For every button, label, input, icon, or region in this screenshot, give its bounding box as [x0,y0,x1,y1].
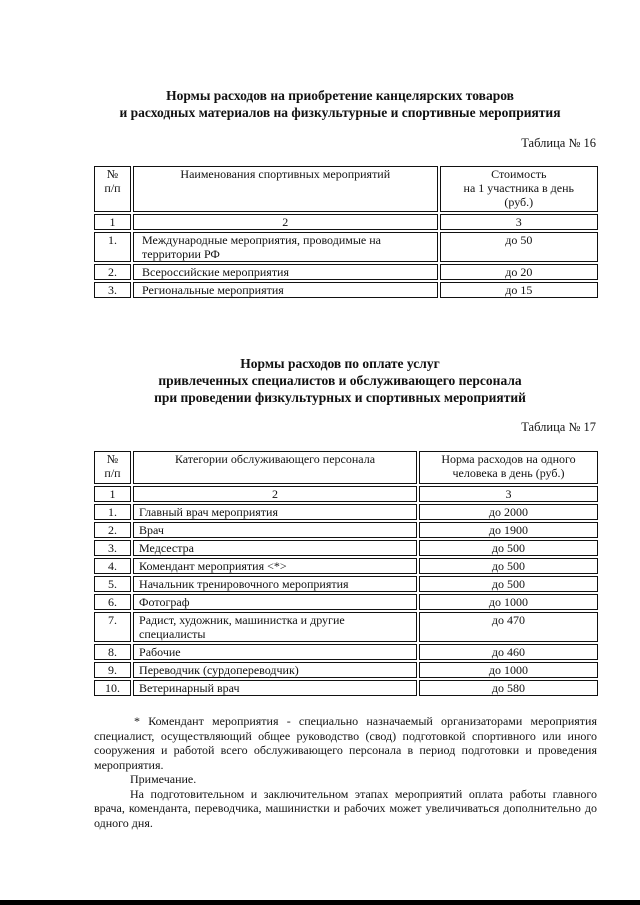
row-cost: до 2000 [419,504,598,520]
table16 [92,164,600,300]
row-num: 6. [94,594,131,610]
row-name: Врач [133,522,417,538]
header-num-line2: п/п [104,466,121,480]
header-num-line2: п/п [104,181,121,195]
header-num-line1: № [106,167,119,181]
table17-header-row [94,451,598,484]
row-cost: до 1900 [419,522,598,538]
row-name: Комендант мероприятия <*> [133,558,417,574]
table-row [94,540,598,556]
table-row [94,522,598,538]
table16-colnum-1: 1 [94,214,131,230]
row-name: Главный врач мероприятия [133,504,417,520]
row-name: Начальник тренировочного мероприятия [133,576,417,592]
table-row [94,264,598,280]
row-name: Радист, художник, машинистка и другие специалисты [133,612,417,642]
note-text: На подготовительном и заключительном этапах мероприятий оплата работы главного врача, коменданта, переводчика, машинистки и рабочих может увеличиваться дополнительно до одного дня. [94,786,597,830]
header-cost-line1: Норма расходов на одного [441,452,576,466]
table17-colnum-row [94,486,598,502]
table17-header-cost [419,451,598,484]
footnote-block [94,714,597,830]
row-cost: до 580 [419,680,598,696]
header-num-line1: № [106,452,119,466]
row-num: 3. [94,540,131,556]
table16-title-line2: и расходных материалов на физкультурные и спортивные мероприятия [119,105,561,120]
row-name: Фотограф [133,594,417,610]
table-row [94,576,598,592]
table17 [92,449,600,698]
row-num: 7. [94,612,131,642]
table17-colnum-3: 3 [419,486,598,502]
row-cost: до 50 [440,232,598,262]
table16-colnum-3: 3 [440,214,598,230]
table-row [94,594,598,610]
table17-colnum-1: 1 [94,486,131,502]
row-num: 2. [94,522,131,538]
row-cost: до 470 [419,612,598,642]
table-row [94,558,598,574]
table-row [94,662,598,678]
row-cost: до 500 [419,558,598,574]
row-num: 5. [94,576,131,592]
row-name: Медсестра [133,540,417,556]
row-num: 2. [94,264,131,280]
table16-colnum-row [94,214,598,230]
table17-title-line3: при проведении физкультурных и спортивных мероприятий [154,390,526,405]
table17-colnum-2: 2 [133,486,417,502]
note-label: Примечание. [130,772,197,786]
table16-header-num [94,166,131,212]
table17-title-line1: Нормы расходов по оплате услуг [240,356,440,371]
table16-header-cost [440,166,598,212]
table16-title [60,87,620,121]
header-cost-line2: человека в день (руб.) [452,466,565,480]
row-num: 1. [94,504,131,520]
row-cost: до 500 [419,540,598,556]
header-cost-line1: Стоимость [491,167,547,181]
table17-title-line2: привлеченных специалистов и обслуживающего персонала [158,373,522,388]
table16-title-line1: Нормы расходов на приобретение канцелярских товаров [166,88,514,103]
header-cost-line3: (руб.) [504,195,534,209]
table-row [94,612,598,642]
row-name: Всероссийские мероприятия [133,264,438,280]
row-name: Международные мероприятия, проводимые на территории РФ [133,232,438,262]
row-cost: до 15 [440,282,598,298]
table17-header-num [94,451,131,484]
table-row [94,282,598,298]
row-cost: до 20 [440,264,598,280]
row-cost: до 1000 [419,594,598,610]
row-num: 10. [94,680,131,696]
row-num: 8. [94,644,131,660]
row-name: Переводчик (сурдопереводчик) [133,662,417,678]
row-num: 4. [94,558,131,574]
table16-label: Таблица № 16 [521,136,596,150]
row-name: Рабочие [133,644,417,660]
row-cost: до 1000 [419,662,598,678]
header-cost-line2: на 1 участника в день [463,181,575,195]
row-num: 1. [94,232,131,262]
footnote-asterisk: * Комендант мероприятия - специально назначаемый организаторами мероприятия специалист, осуществляющий общее руководство (свод) подготовкой спортивного или иного сооружения и работой всего обслуживающего персонала в период подготовки и проведения мероприятия. [94,714,597,772]
table17-label: Таблица № 17 [521,420,596,434]
scan-edge-bar [0,900,640,905]
table17-title [60,355,620,406]
row-cost: до 460 [419,644,598,660]
row-num: 9. [94,662,131,678]
table-row [94,680,598,696]
table-row [94,644,598,660]
table17-header-name: Категории обслуживающего персонала [133,451,417,484]
table16-header-row [94,166,598,212]
table-row [94,232,598,262]
row-cost: до 500 [419,576,598,592]
table16-colnum-2: 2 [133,214,438,230]
row-name: Региональные мероприятия [133,282,438,298]
row-name: Ветеринарный врач [133,680,417,696]
row-num: 3. [94,282,131,298]
table-row [94,504,598,520]
table16-header-name: Наименования спортивных мероприятий [133,166,438,212]
